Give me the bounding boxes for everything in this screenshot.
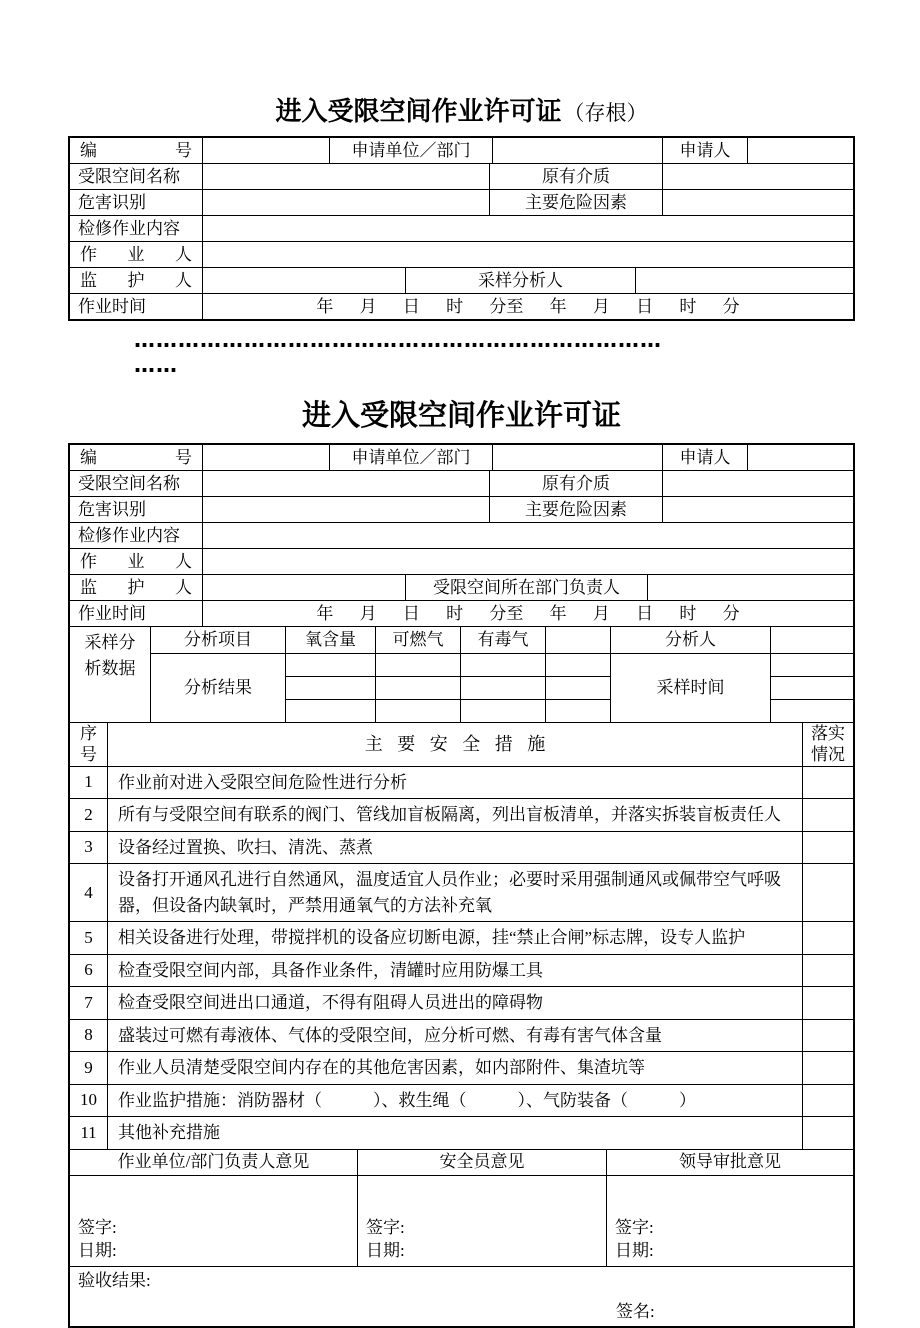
stub-sampler-value (635, 268, 853, 293)
stub-hazard-label: 危害识别 (78, 192, 146, 212)
safety-row-6 (70, 954, 853, 987)
permit-row-work-content (70, 522, 853, 548)
toxic-value-1 (461, 653, 545, 676)
stub-sampler-label: 采样分析人 (405, 268, 635, 293)
sampling-item-label: 分析项目 (184, 630, 252, 650)
date-label: 日期: (78, 1240, 117, 1260)
safety-no: 3 (84, 837, 93, 857)
safety-col-no-header (70, 723, 107, 766)
permit-space-name-value (202, 471, 489, 496)
safety-no: 4 (84, 882, 93, 902)
tear-line-dots-1: ……………………………………………………………… (134, 329, 662, 353)
toxic-value-3 (461, 699, 545, 722)
safety-row-3 (70, 831, 853, 864)
stub-applicant-value (747, 138, 853, 163)
permit-dept-head-value (647, 575, 853, 600)
permit-dept-head-label: 受限空间所在部门负责人 (405, 575, 647, 600)
permit-worker-label-text: 作业人 (80, 551, 192, 571)
analyst-value (771, 627, 853, 653)
stub-row-worker (70, 241, 853, 267)
permit-main-risk-label: 主要危险因素 (489, 497, 662, 522)
stub-main-risk-label: 主要危险因素 (489, 190, 662, 215)
stub-table (68, 136, 855, 321)
safety-text: 作业前对进入受限空间危险性进行分析 (107, 767, 802, 799)
safety-text: 检查受限空间内部，具备作业条件，清罐时应用防爆工具 (107, 955, 802, 987)
permit-guardian-label-text: 监护人 (80, 577, 192, 597)
opinion-unit-body (70, 1176, 357, 1266)
permit-work-time-label: 作业时间 (78, 603, 146, 623)
permit-apply-unit-value (492, 445, 662, 470)
stub-hazard-value (202, 190, 489, 215)
safety-text: 设备打开通风孔进行自然通风，温度适宜人员作业；必要时采用强制通风或佩带空气呼吸器，但设备内缺氧时，严禁用通氧气的方法补充氧 (107, 864, 802, 921)
stub-work-content-value (202, 216, 853, 241)
opinion-leader-body (606, 1176, 853, 1266)
stub-row-hazard (70, 189, 853, 215)
flammable-value-1 (376, 653, 460, 676)
oxygen-value-1 (286, 653, 375, 676)
permit-work-content-label: 检修作业内容 (78, 525, 180, 545)
safety-no: 2 (84, 804, 93, 824)
safety-no: 6 (84, 960, 93, 980)
stub-medium-value (662, 164, 853, 189)
sign-label: 签字: (78, 1217, 117, 1237)
sampling-group-label (70, 627, 150, 722)
opinion-safety-officer-body (357, 1176, 606, 1266)
permit-table (68, 443, 855, 1328)
stub-apply-unit-label: 申请单位／部门 (329, 138, 492, 163)
flammable-header: 可燃气 (392, 630, 444, 650)
permit-worker-value (202, 549, 853, 574)
sample-time-value-2 (771, 676, 853, 699)
safety-text: 所有与受限空间有联系的阀门、管线加盲板隔离，列出盲板清单，并落实拆装盲板责任人 (107, 799, 802, 831)
sample-time-label: 采样时间 (611, 653, 770, 722)
stub-work-time-label: 作业时间 (78, 296, 146, 316)
stub-title-text: 进入受限空间作业许可证 (275, 96, 562, 126)
stub-medium-label: 原有介质 (489, 164, 662, 189)
stub-row-work-time (70, 293, 853, 319)
sampling-block (70, 626, 853, 722)
permit-worker-label (70, 549, 202, 574)
date-label: 日期: (615, 1240, 654, 1260)
flammable-value-2 (376, 676, 460, 699)
sample-time-value-3 (771, 699, 853, 722)
safety-col-status-header (802, 723, 853, 766)
sampling-flammable-column (375, 627, 460, 722)
safety-row-8 (70, 1019, 853, 1052)
safety-status-cell (802, 1085, 853, 1117)
stub-main-risk-value (662, 190, 853, 215)
stub-title (68, 96, 855, 127)
stub-worker-label (70, 242, 202, 267)
sign-label: 签字: (615, 1217, 654, 1237)
safety-status-cell (802, 922, 853, 954)
stub-row-guardian (70, 267, 853, 293)
safety-status-cell (802, 1020, 853, 1052)
sampling-result-label: 分析结果 (151, 653, 285, 722)
safety-row-5 (70, 921, 853, 954)
safety-no: 7 (84, 992, 93, 1012)
permit-row-work-time (70, 600, 853, 626)
safety-status-cell (802, 832, 853, 864)
safety-status-cell (802, 955, 853, 987)
sampling-oxygen-column (285, 627, 375, 722)
sampling-toxic-column (460, 627, 545, 722)
stub-guardian-label-text: 监护人 (80, 270, 192, 290)
permit-hazard-label: 危害识别 (78, 499, 146, 519)
safety-no: 5 (84, 927, 93, 947)
stub-row-space-name (70, 163, 853, 189)
safety-row-4 (70, 863, 853, 921)
safety-text: 盛装过可燃有毒液体、气体的受限空间，应分析可燃、有毒有害气体含量 (107, 1020, 802, 1052)
permit-serial-no-value (202, 445, 329, 470)
safety-text: 相关设备进行处理，带搅拌机的设备应切断电源，挂“禁止合闸”标志牌，设专人监护 (107, 922, 802, 954)
safety-no: 8 (84, 1025, 93, 1045)
stub-row-work-content (70, 215, 853, 241)
stub-serial-no-label-text: 编号 (80, 140, 192, 160)
opinions-header-row (70, 1149, 853, 1175)
permit-row-serial (70, 445, 853, 470)
safety-no: 1 (84, 772, 93, 792)
sampling-group-label-text: 采样分析数据 (84, 633, 136, 678)
toxic-value-2 (461, 676, 545, 699)
permit-applicant-value (747, 445, 853, 470)
safety-row-10 (70, 1084, 853, 1117)
safety-status-cell (802, 799, 853, 831)
stub-space-name-label: 受限空间名称 (78, 166, 180, 186)
acceptance-cell (70, 1267, 853, 1326)
safety-row-11 (70, 1116, 853, 1149)
flammable-value-3 (376, 699, 460, 722)
permit-row-space-name (70, 470, 853, 496)
permit-serial-no-label (70, 445, 202, 470)
safety-row-1 (70, 766, 853, 799)
safety-text: 作业人员清楚受限空间内存在的其他危害因素，如内部附件、集渣坑等 (107, 1052, 802, 1084)
sampling-analyst-column (610, 627, 770, 722)
safety-text: 设备经过置换、吹扫、清洗、蒸煮 (107, 832, 802, 864)
extra-value-1 (546, 653, 610, 676)
stub-work-time-value: 年 月 日 时 分至 年 月 日 时 分 (202, 294, 853, 319)
safety-no: 10 (80, 1090, 97, 1110)
permit-applicant-label: 申请人 (662, 445, 747, 470)
oxygen-header: 氧含量 (305, 630, 356, 650)
sampling-right-column (770, 627, 853, 722)
oxygen-value-3 (286, 699, 375, 722)
analyst-label: 分析人 (665, 630, 716, 650)
safety-row-2 (70, 798, 853, 831)
tear-line-dots-2: …… (134, 354, 178, 378)
safety-header-row (70, 722, 853, 766)
permit-medium-label: 原有介质 (489, 471, 662, 496)
permit-guardian-value (202, 575, 405, 600)
stub-guardian-value (202, 268, 405, 293)
safety-col-measures-header: 主 要 安 全 措 施 (107, 723, 802, 766)
permit-work-time-value: 年 月 日 时 分至 年 月 日 时 分 (202, 601, 853, 626)
date-label: 日期: (366, 1240, 405, 1260)
toxic-header: 有毒气 (477, 630, 529, 650)
safety-status-cell (802, 987, 853, 1019)
extra-value-2 (546, 676, 610, 699)
stub-guardian-label (70, 268, 202, 293)
safety-row-9 (70, 1051, 853, 1084)
sampling-extra-column (545, 627, 610, 722)
permit-serial-no-label-text: 编号 (80, 447, 192, 467)
opinion-leader-header: 领导审批意见 (606, 1150, 853, 1175)
safety-text: 检查受限空间进出口通道，不得有阻碍人员进出的障碍物 (107, 987, 802, 1019)
safety-row-7 (70, 986, 853, 1019)
permit-row-worker (70, 548, 853, 574)
permit-hazard-value (202, 497, 489, 522)
acceptance-result-label: 验收结果: (78, 1270, 151, 1290)
stub-serial-no-label (70, 138, 202, 163)
safety-status-cell (802, 864, 853, 921)
stub-work-content-label: 检修作业内容 (78, 218, 180, 238)
opinion-safety-officer-header: 安全员意见 (357, 1150, 606, 1175)
stub-space-name-value (202, 164, 489, 189)
safety-status-cell (802, 1117, 853, 1149)
stub-apply-unit-value (492, 138, 662, 163)
acceptance-row (70, 1266, 853, 1326)
permit-apply-unit-label: 申请单位／部门 (329, 445, 492, 470)
safety-text: 其他补充措施 (107, 1117, 802, 1149)
safety-no: 11 (80, 1122, 97, 1142)
acceptance-sign-label: 签名: (616, 1301, 655, 1321)
safety-text: 作业监护措施：消防器材（ ）、救生绳（ ）、气防装备（ ） (107, 1085, 802, 1117)
permit-title: 进入受限空间作业许可证 (301, 400, 621, 433)
permit-main-risk-value (662, 497, 853, 522)
sample-time-value-1 (771, 653, 853, 676)
stub-row-serial (70, 138, 853, 163)
sampling-item-column (150, 627, 285, 722)
permit-guardian-label (70, 575, 202, 600)
safety-col-no-text: 序号 (80, 724, 97, 765)
permit-medium-value (662, 471, 853, 496)
stub-worker-value (202, 242, 853, 267)
sign-label: 签字: (366, 1217, 405, 1237)
opinions-body-row (70, 1175, 853, 1266)
extra-value-3 (546, 699, 610, 722)
stub-title-suffix: （存根） (563, 102, 648, 125)
extra-header (546, 627, 610, 653)
stub-worker-label-text: 作业人 (80, 244, 192, 264)
stub-applicant-label: 申请人 (662, 138, 747, 163)
permit-work-content-value (202, 523, 853, 548)
safety-no: 9 (84, 1057, 93, 1077)
safety-col-status-text: 落实情况 (811, 724, 845, 765)
permit-row-guardian (70, 574, 853, 600)
permit-row-hazard (70, 496, 853, 522)
oxygen-value-2 (286, 676, 375, 699)
permit-space-name-label: 受限空间名称 (78, 473, 180, 493)
safety-status-cell (802, 767, 853, 799)
opinion-unit-header: 作业单位/部门负责人意见 (117, 1152, 310, 1172)
stub-serial-no-value (202, 138, 329, 163)
safety-status-cell (802, 1052, 853, 1084)
